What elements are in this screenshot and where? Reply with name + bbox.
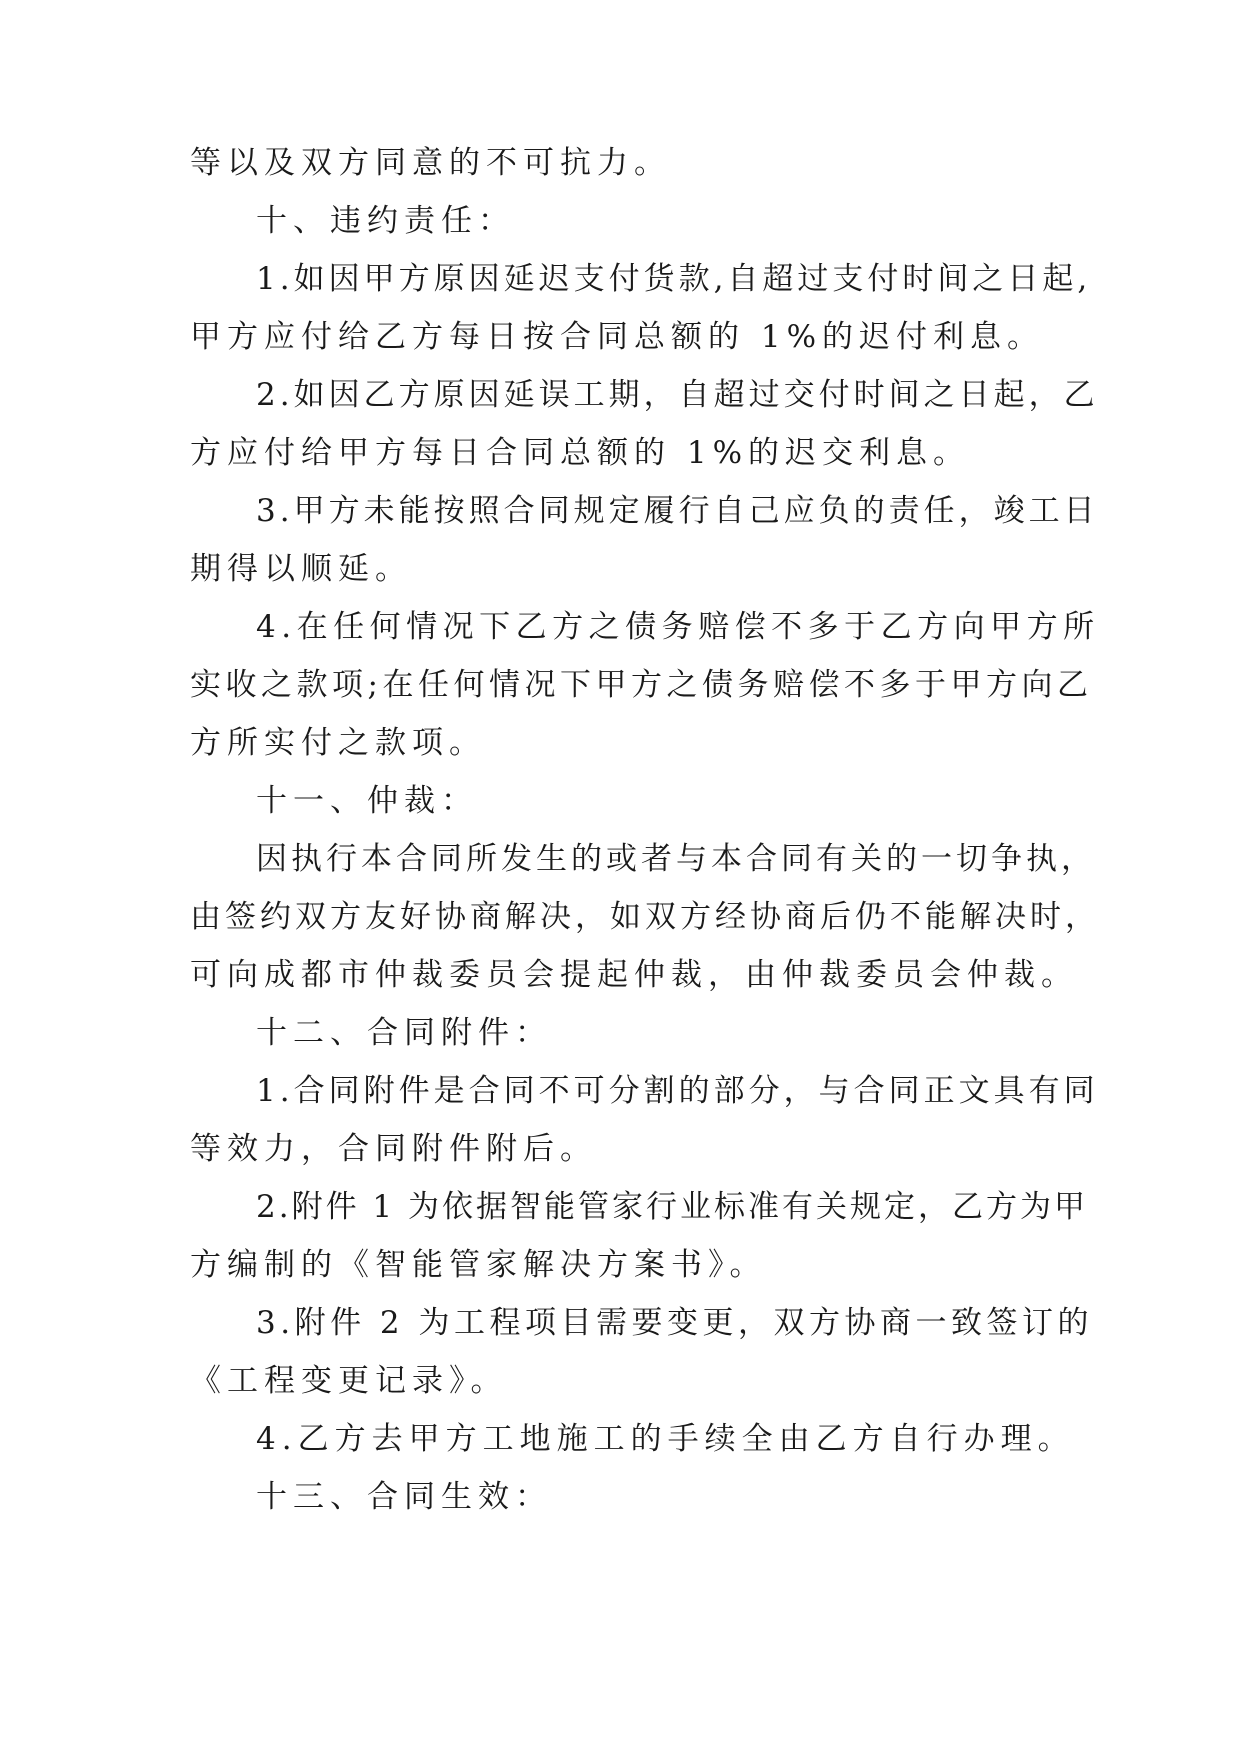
text-line: 等效力，合同附件附后。	[190, 1131, 597, 1167]
text-line: 3.附件 2 为工程项目需要变更，双方协商一致签订的	[256, 1305, 1094, 1341]
text-line: 可向成都市仲裁委员会提起仲裁，由仲裁委员会仲裁。	[190, 957, 1078, 993]
text-line: 4.乙方去甲方工地施工的手续全由乙方自行办理。	[256, 1421, 1075, 1457]
text-line: 方编制的《智能管家解决方案书》。	[190, 1247, 767, 1283]
text-line: 1.如因甲方原因延迟支付货款,自超过支付时间之日起,	[256, 261, 1092, 297]
text-line: 实收之款项;在任何情况下甲方之债务赔偿不多于甲方向乙	[190, 667, 1093, 703]
text-line: 方应付给甲方每日合同总额的 1%的迟交利息。	[190, 435, 971, 471]
text-line: 由签约双方友好协商解决，如双方经协商后仍不能解决时，	[190, 899, 1100, 935]
text-line: 因执行本合同所发生的或者与本合同有关的一切争执，	[256, 841, 1096, 877]
text-line: 甲方应付给乙方每日按合同总额的 1%的迟付利息。	[190, 319, 1045, 355]
text-line: 期得以顺延。	[190, 551, 412, 587]
section-heading: 十二、合同附件：	[256, 1015, 552, 1051]
text-line: 2.附件 1 为依据智能管家行业标准有关规定，乙方为甲	[256, 1189, 1089, 1225]
text-line: 4.在任何情况下乙方之债务赔偿不多于乙方向甲方所	[256, 609, 1100, 645]
text-line: 《工程变更记录》。	[190, 1363, 508, 1399]
text-line: 方所实付之款项。	[190, 725, 486, 761]
section-heading: 十三、合同生效：	[256, 1479, 552, 1515]
text-line: 3.甲方未能按照合同规定履行自己应负的责任，竣工日	[256, 493, 1099, 529]
section-heading: 十、违约责任：	[256, 203, 515, 239]
text-line: 1.合同附件是合同不可分割的部分，与合同正文具有同	[256, 1073, 1099, 1109]
text-line: 2.如因乙方原因延误工期，自超过交付时间之日起，乙	[256, 377, 1099, 413]
text-line: 等以及双方同意的不可抗力。	[190, 145, 671, 181]
section-heading: 十一、仲裁：	[256, 783, 478, 819]
